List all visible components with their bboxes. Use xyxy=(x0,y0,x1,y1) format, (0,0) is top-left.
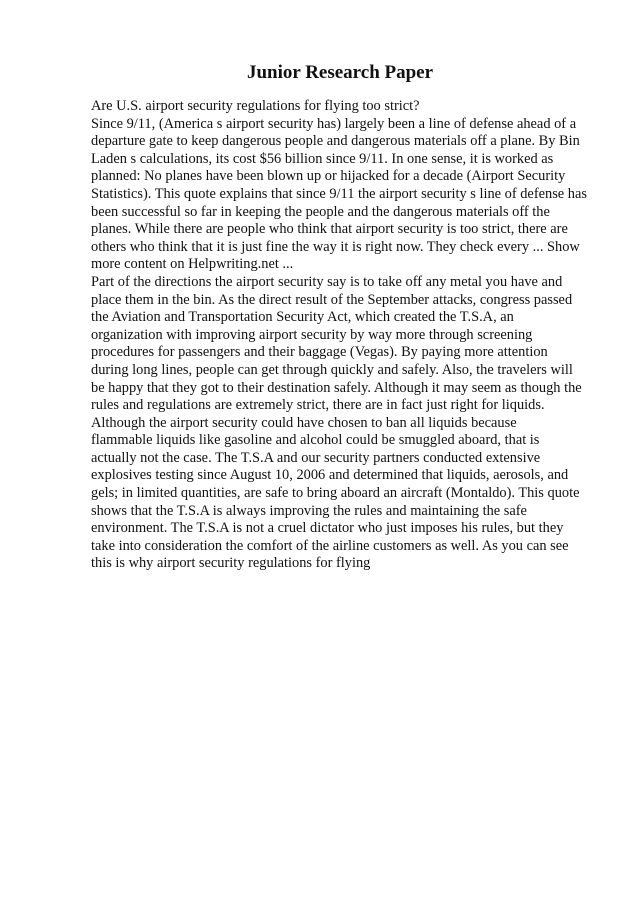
body-line: rules and regulations are extremely strict, there are in fact just right for liquids. xyxy=(91,397,545,414)
body-line: shows that the T.S.A is always improving the rules and maintaining the safe xyxy=(91,502,527,519)
document-body xyxy=(91,98,611,573)
body-line: Although the airport security could have chosen to ban all liquids because xyxy=(91,414,517,431)
body-line: organization with improving airport security by way more through screening xyxy=(91,326,533,343)
body-line: others who think that it is just fine the way it is right now. They check every ... Show xyxy=(91,238,580,255)
body-line: place them in the bin. As the direct result of the September attacks, congress passed xyxy=(91,291,573,308)
body-line: Part of the directions the airport security say is to take off any metal you have and xyxy=(91,273,563,290)
body-line: planes. While there are people who think that airport security is too strict, there are xyxy=(91,221,568,238)
body-line: be happy that they got to their destination safely. Although it may seem as though the xyxy=(91,379,582,396)
body-line: planned: No planes have been blown up or hijacked for a decade (Airport Security xyxy=(91,168,566,185)
body-line: more content on Helpwriting.net ... xyxy=(91,256,294,273)
body-line: the Aviation and Transportation Security Act, which created the T.S.A, an xyxy=(91,309,514,326)
body-line: this is why airport security regulations for flying xyxy=(91,555,371,572)
body-line: Laden s calculations, its cost $56 billion since 9/11. In one sense, it is worked as xyxy=(91,150,554,167)
body-line: take into consideration the comfort of the airline customers as well. As you can see xyxy=(91,537,569,554)
body-line: actually not the case. The T.S.A and our security partners conducted extensive xyxy=(91,449,541,466)
body-line: departure gate to keep dangerous people and dangerous materials off a plane. By Bin xyxy=(91,133,580,150)
body-line: during long lines, people can get through quickly and safely. Also, the travelers will xyxy=(91,361,573,378)
body-line: Are U.S. airport security regulations for flying too strict? xyxy=(91,98,420,114)
body-line: Statistics). This quote explains that since 9/11 the airport security s line of defense has xyxy=(91,185,587,202)
body-line: procedures for passengers and their baggage (Vegas). By paying more attention xyxy=(91,344,548,361)
body-line: gels; in limited quantities, are safe to bring aboard an aircraft (Montaldo). This quote xyxy=(91,485,580,502)
body-line: flammable liquids like gasoline and alcohol could be smuggled aboard, that is xyxy=(91,432,540,449)
document-title: Junior Research Paper xyxy=(246,62,434,83)
body-line: been successful so far in keeping the people and the dangerous materials off the xyxy=(91,203,550,220)
body-line: Since 9/11, (America s airport security has) largely been a line of defense ahead of a xyxy=(91,115,577,132)
body-line: explosives testing since August 10, 2006 and determined that liquids, aerosols, and xyxy=(91,467,569,484)
body-line: environment. The T.S.A is not a cruel dictator who just imposes his rules, but they xyxy=(91,520,564,537)
